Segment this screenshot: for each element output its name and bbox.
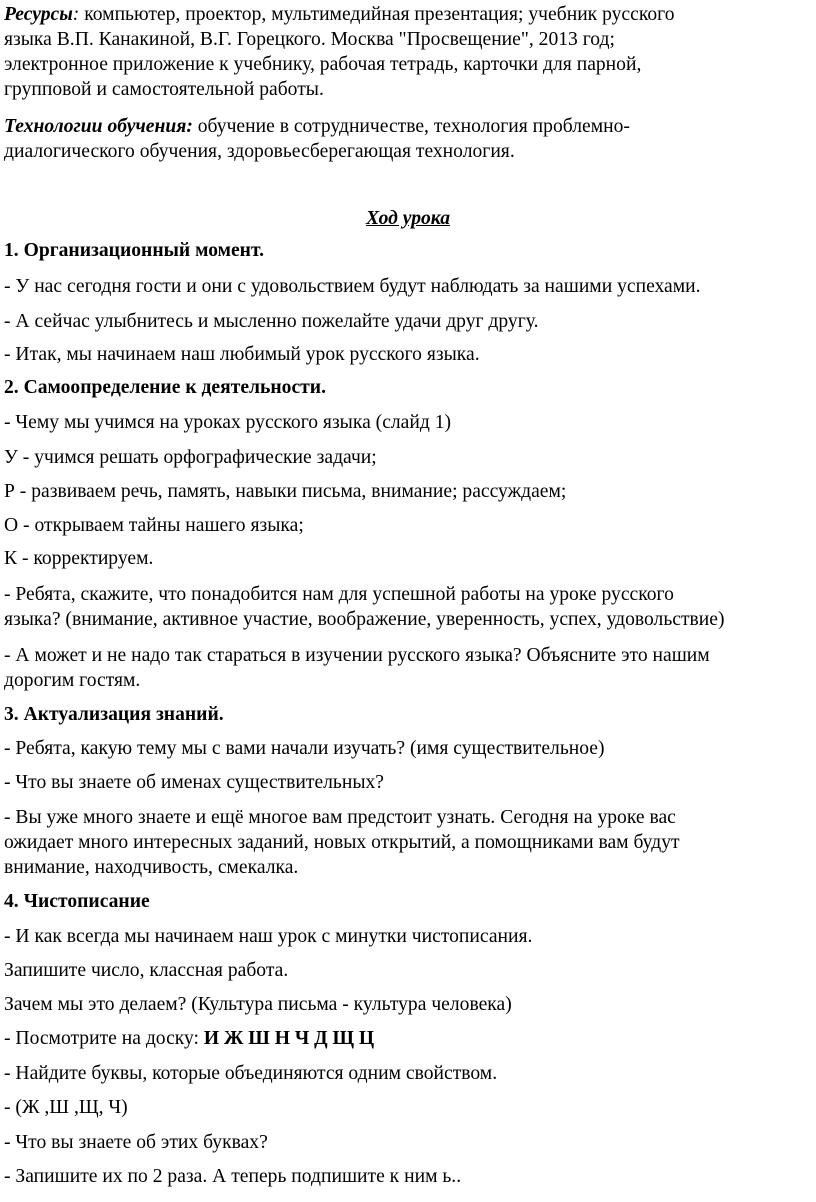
section-2-line-2: У - учимся решать орфографические задачи; xyxy=(4,447,377,468)
resources-line-2: языка В.П. Канакиной, В.Г. Горецкого. Москва "Просвещение", 2013 год; xyxy=(4,29,615,50)
board-prefix: - Посмотрите на доску: xyxy=(4,1028,204,1049)
section-2-line-6: - Ребята, скажите, что понадобится нам для успешной работы на уроке русского xyxy=(4,584,674,605)
board-letters: И Ж Ш Н Ч Д Щ Ц xyxy=(203,1028,375,1049)
section-2-line-3: Р - развиваем речь, память, навыки письма, внимание; рассуждаем; xyxy=(4,481,567,502)
section-1-line-3: - Итак, мы начинаем наш любимый урок русского языка. xyxy=(4,344,480,365)
resources-line-1 xyxy=(4,3,812,27)
section-4-heading: 4. Чистописание xyxy=(4,891,150,912)
section-1-line-1: - У нас сегодня гости и они с удовольствием будут наблюдать за нашими успехами. xyxy=(4,276,701,297)
section-2-line-9: дорогим гостям. xyxy=(4,670,141,691)
resources-line-3: электронное приложение к учебнику, рабочая тетрадь, карточки для парной, xyxy=(4,54,642,75)
section-4-line-5: - Найдите буквы, которые объединяются одним свойством. xyxy=(4,1063,498,1084)
resources-label: Ресурсы xyxy=(4,4,73,25)
technologies-text-1: обучение в сотрудничестве, технология проблемно- xyxy=(192,116,630,137)
resources-colon: : xyxy=(72,4,80,25)
section-4-line-6: - (Ж ,Ш ,Щ, Ч) xyxy=(4,1097,128,1118)
section-2-line-1: - Чему мы учимся на уроках русского языка (слайд 1) xyxy=(4,412,452,433)
section-4-board-line xyxy=(4,1027,812,1051)
lesson-title: Ход урока xyxy=(365,208,451,229)
technologies-line-2: диалогического обучения, здоровьесберегающая технология. xyxy=(4,141,515,162)
section-4-line-3: Зачем мы это делаем? (Культура письма - культура человека) xyxy=(4,994,512,1015)
section-3-line-4: ожидает много интересных заданий, новых открытий, а помощниками вам будут xyxy=(4,832,680,853)
section-3-line-2: - Что вы знаете об именах существительных? xyxy=(4,772,384,793)
section-3-line-1: - Ребята, какую тему мы с вами начали изучать? (имя существительное) xyxy=(4,738,605,759)
section-3-line-5: внимание, находчивость, смекалка. xyxy=(4,857,299,878)
section-1-line-2: - А сейчас улыбнитесь и мысленно пожелайте удачи друг другу. xyxy=(4,311,539,332)
section-2-line-8: - А может и не надо так стараться в изучении русского языка? Объясните это нашим xyxy=(4,645,710,666)
section-2-line-5: К - корректируем. xyxy=(4,548,154,569)
section-3-heading: 3. Актуализация знаний. xyxy=(4,704,224,725)
section-2-line-7: языка? (внимание, активное участие, воображение, уверенность, успех, удовольствие) xyxy=(4,609,725,630)
section-4-line-7: - Что вы знаете об этих буквах? xyxy=(4,1132,268,1153)
section-4-line-1: - И как всегда мы начинаем наш урок с минутки чистописания. xyxy=(4,926,533,947)
section-2-line-4: О - открываем тайны нашего языка; xyxy=(4,515,304,536)
section-4-line-8: - Запишите их по 2 раза. А теперь подпишите к ним ь.. xyxy=(4,1166,462,1187)
resources-line-4: групповой и самостоятельной работы. xyxy=(4,79,324,100)
section-4-line-2: Запишите число, классная работа. xyxy=(4,960,289,981)
section-3-line-3: - Вы уже много знаете и ещё многое вам предстоит узнать. Сегодня на уроке вас xyxy=(4,807,676,828)
resources-text-1: компьютер, проектор, мультимедийная презентация; учебник русского xyxy=(79,4,675,25)
technologies-label: Технологии обучения: xyxy=(4,116,193,137)
section-2-heading: 2. Самоопределение к деятельности. xyxy=(4,377,326,398)
section-1-heading: 1. Организационный момент. xyxy=(4,240,265,261)
technologies-line-1 xyxy=(4,115,812,139)
